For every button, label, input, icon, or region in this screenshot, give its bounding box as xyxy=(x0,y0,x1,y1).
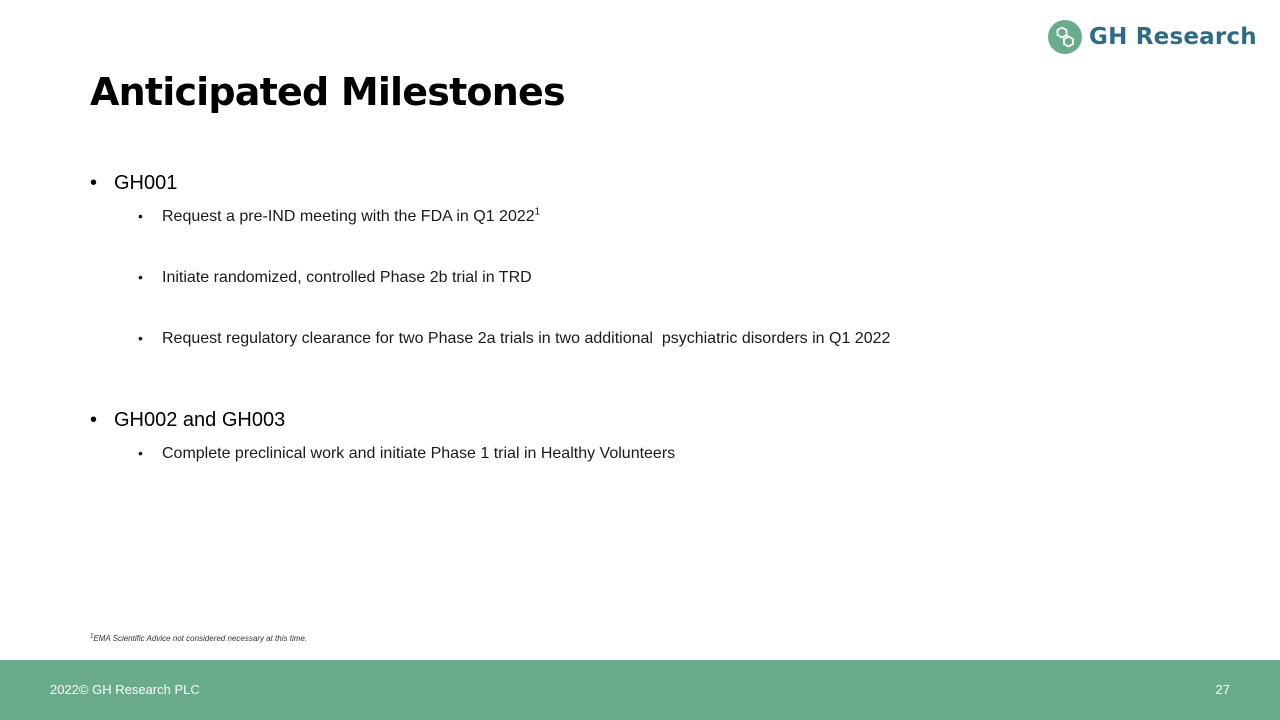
bullet: • xyxy=(90,172,98,194)
bullet: • xyxy=(138,208,143,224)
page-number: 27 xyxy=(1215,682,1230,697)
list-item-text: Complete preclinical work and initiate Phase 1 trial in Healthy Volunteers xyxy=(162,445,676,462)
footnote-number: 1 xyxy=(90,633,94,640)
slide-title: Anticipated Milestones xyxy=(90,70,565,114)
bullet: • xyxy=(138,330,143,346)
list-item xyxy=(138,267,532,288)
list-item-text: Initiate randomized, controlled Phase 2b trial in TRD xyxy=(162,269,532,286)
company-logo xyxy=(1048,19,1257,55)
list-item xyxy=(138,206,540,227)
copyright-text: 2022© GH Research PLC xyxy=(50,682,200,697)
list-item xyxy=(138,443,675,464)
footnote-text: EMA Scientific Advice not considered necessary at this time. xyxy=(93,634,308,643)
list-item-text: Request regulatory clearance for two Phase 2a trials in two additional psychiatric disorders in Q1 2022 xyxy=(162,330,891,347)
logo-text: GH Research xyxy=(1089,24,1257,50)
list-item xyxy=(138,328,890,349)
bullet: • xyxy=(90,409,98,431)
footer-bar xyxy=(0,660,1280,720)
section-heading-gh002-gh003 xyxy=(90,408,285,432)
section-heading-gh001 xyxy=(90,171,177,195)
list-item-text: Request a pre-IND meeting with the FDA in Q1 2022 xyxy=(162,208,535,225)
footnote-marker: 1 xyxy=(534,206,541,218)
hexagon-molecule-icon xyxy=(1048,20,1082,54)
bullet: • xyxy=(138,445,143,461)
bullet: • xyxy=(138,269,143,285)
section-heading-text: GH001 xyxy=(114,172,178,194)
section-heading-text: GH002 and GH003 xyxy=(114,409,286,431)
footnote xyxy=(90,634,307,643)
